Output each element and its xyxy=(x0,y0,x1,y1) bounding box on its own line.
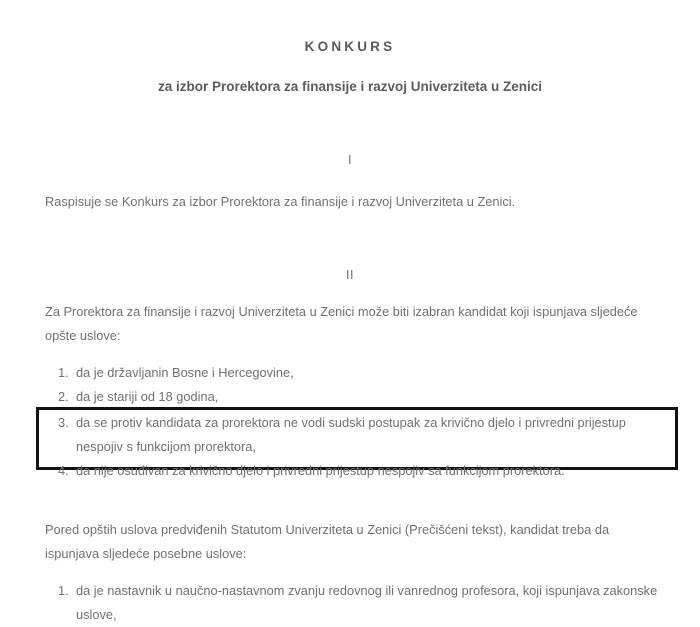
list-item xyxy=(58,385,658,409)
document-title: KONKURS xyxy=(304,39,396,54)
section-one-paragraph: Raspisuje se Konkurs za izbor Prorektora za finansije i razvoj Univerziteta u Zenici. xyxy=(45,194,516,209)
document-subtitle: za izbor Prorektora za finansije i razvoj Univerziteta u Zenici xyxy=(157,79,543,94)
list-item xyxy=(58,361,658,385)
list-item-number: 1. xyxy=(58,583,69,598)
list-item-text: da se protiv kandidata za prorektora ne vodi sudski postupak za krivično djelo i privredni prijestup nespojiv s funkcijom prorektora, xyxy=(76,415,626,454)
section-numeral-two: II xyxy=(346,268,354,282)
list-item-number: 1. xyxy=(58,365,69,380)
list-item xyxy=(58,459,658,483)
highlighted-conditions-list xyxy=(58,411,658,483)
list-item-text: da je stariji od 18 godina, xyxy=(76,389,219,404)
list-item xyxy=(58,411,658,459)
special-conditions-list xyxy=(58,579,658,627)
list-item-number: 4. xyxy=(58,463,69,478)
clipped-partial-line xyxy=(58,612,658,617)
section-two-intro-paragraph: Za Prorektora za finansije i razvoj Univerziteta u Zenici može biti izabran kandidat koji ispunjava sljedeće opšte uslove: xyxy=(45,304,638,343)
section-numeral-one: I xyxy=(348,153,352,167)
general-conditions-list xyxy=(58,361,658,409)
list-item-number: 2. xyxy=(58,389,69,404)
list-item-number: 3. xyxy=(58,415,69,430)
list-item-text: da je nastavnik u naučno-nastavnom zvanju redovnog ili vanrednog profesora, koji ispunjava zakonske uslove, xyxy=(76,583,658,622)
list-item xyxy=(58,579,658,627)
special-conditions-intro-paragraph: Pored opštih uslova predviđenih Statutom Univerziteta u Zenici (Prečišćeni tekst), kandidat treba da ispunjava sljedeće posebne uslove: xyxy=(45,522,610,561)
list-item-text: da nije osuđivan za krivično djelo i privredni prijestup nespojiv sa funkcijom prorektora. xyxy=(76,463,565,478)
list-item-text: da je državljanin Bosne i Hercegovine, xyxy=(76,365,294,380)
